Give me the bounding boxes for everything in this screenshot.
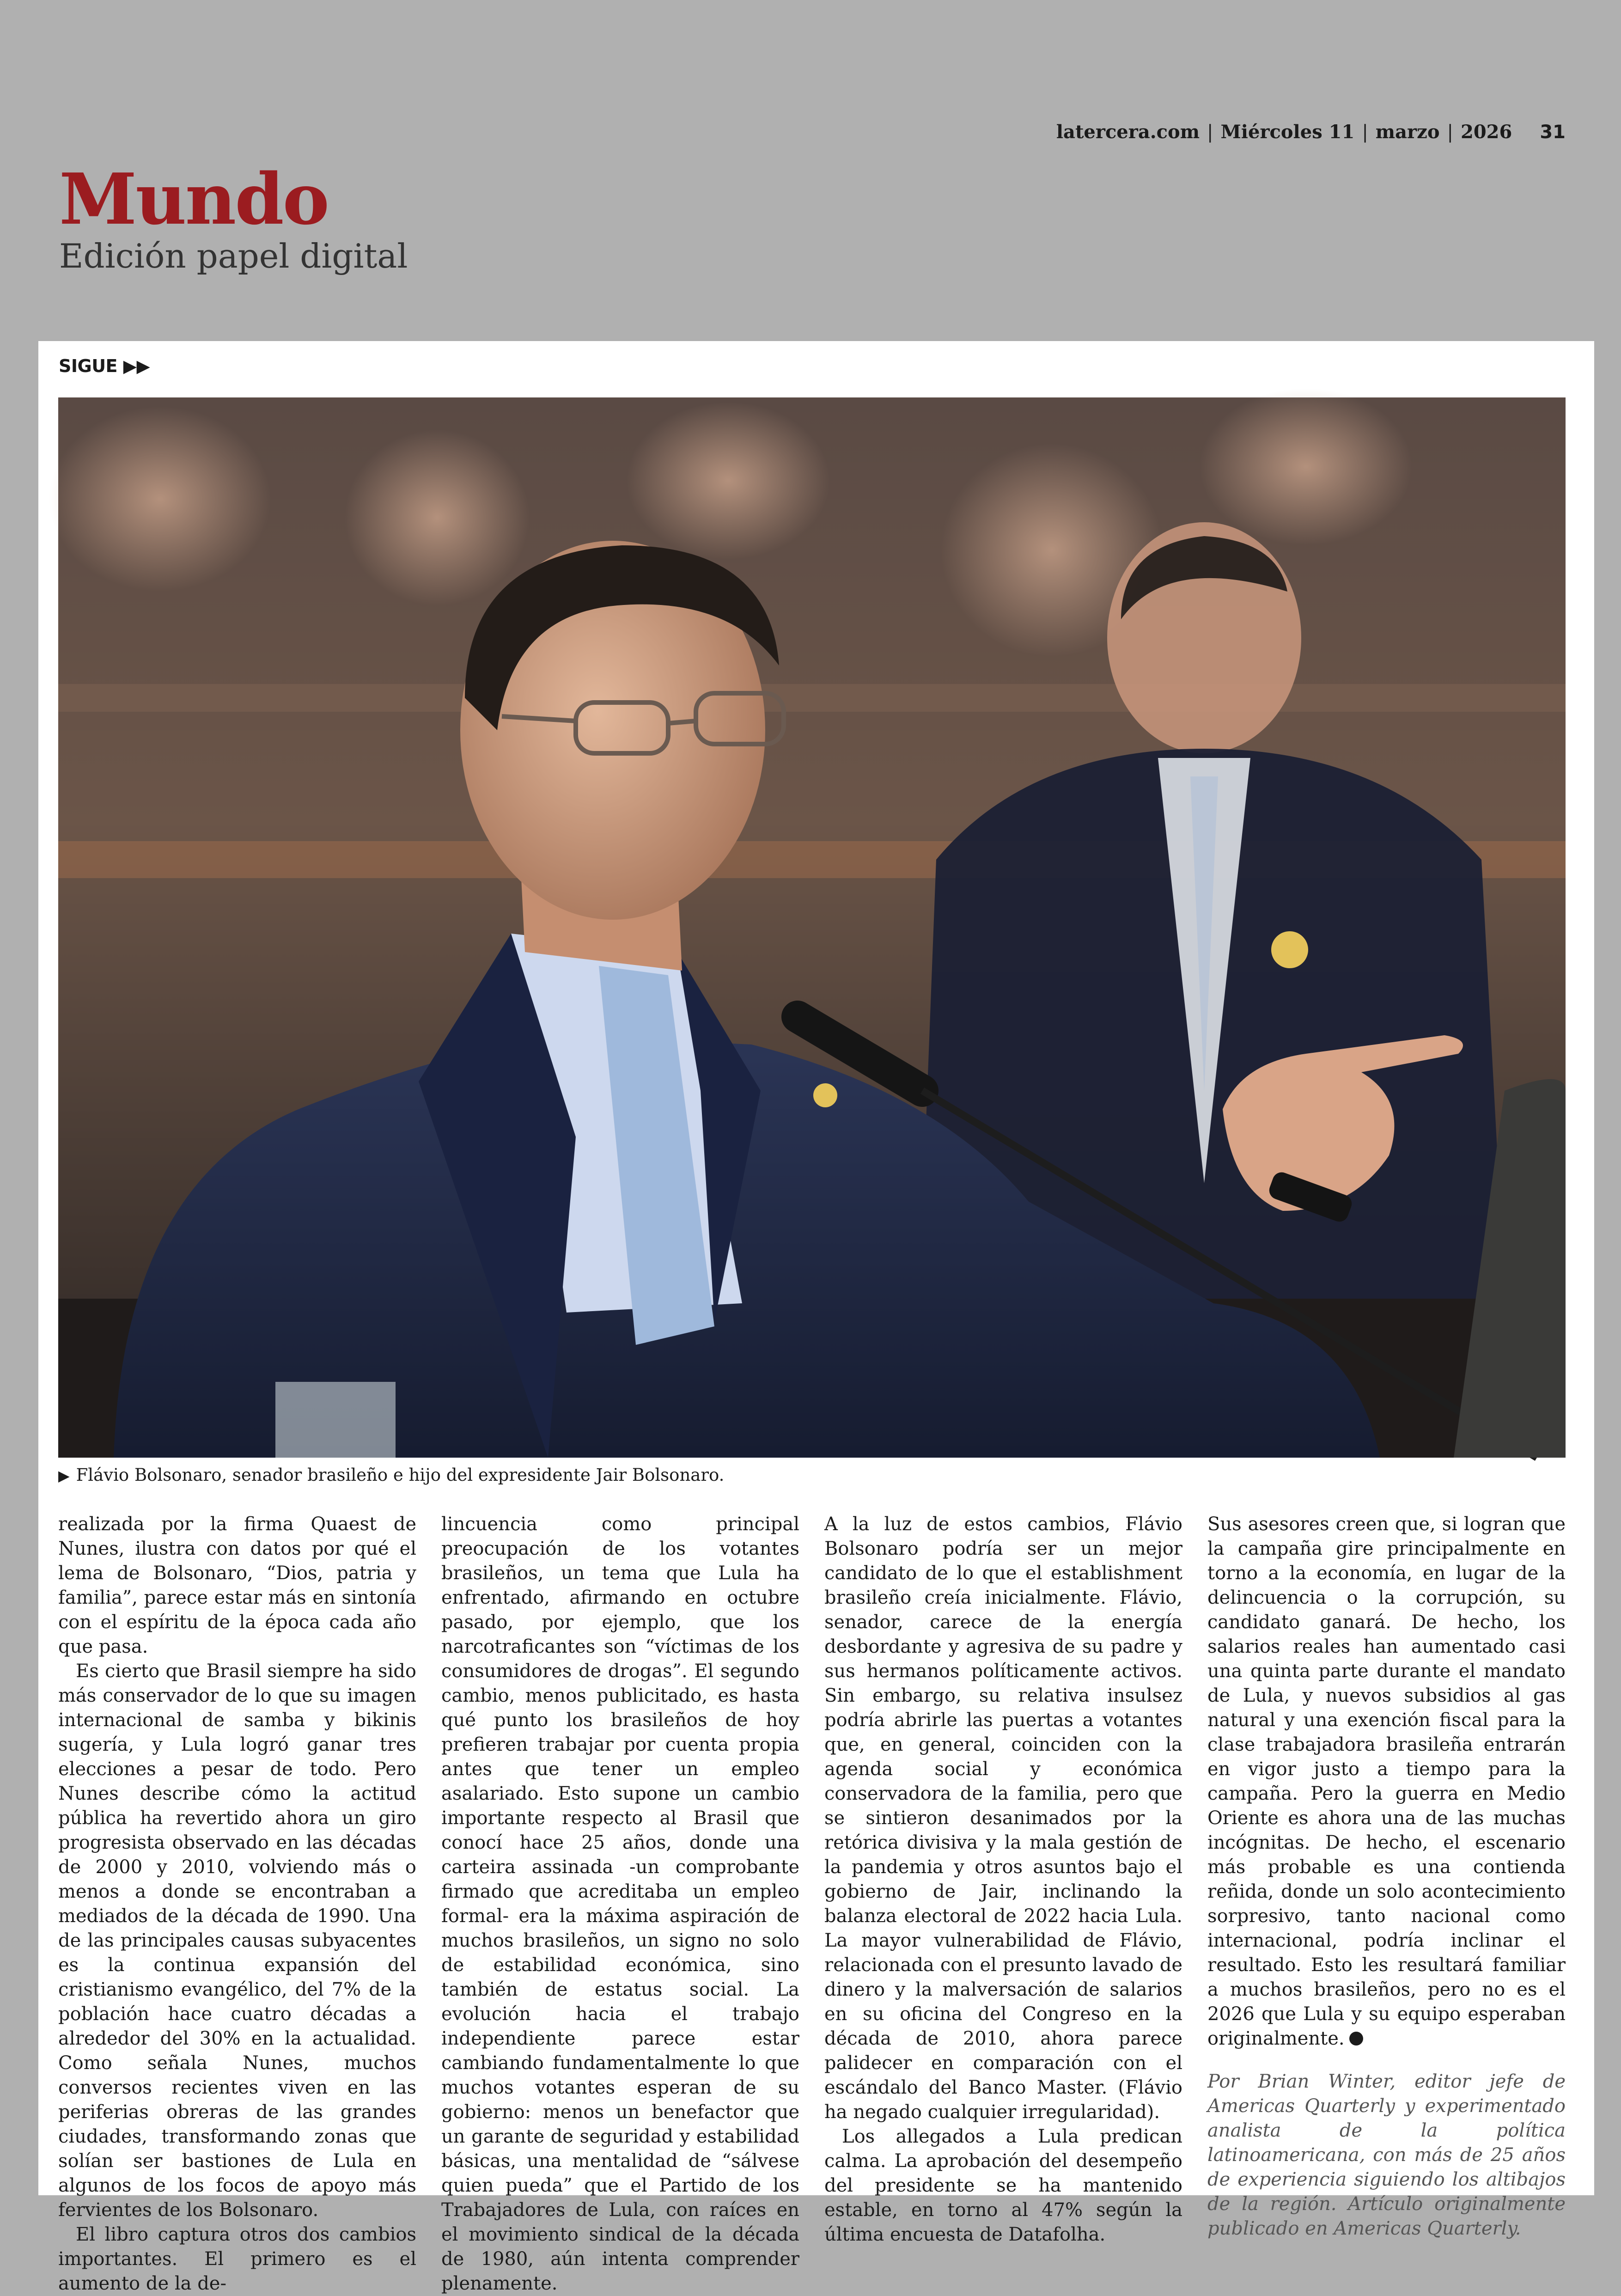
end-of-article-icon xyxy=(1349,2032,1363,2046)
section-subtitle: Edición papel digital xyxy=(59,237,408,275)
paragraph: El libro captura otros dos cambios importantes. El primero es el aumento de la de- xyxy=(58,2224,416,2294)
separator: | xyxy=(1362,122,1368,143)
paragraph: realizada por la firma Quaest de Nunes, ilustra con datos por qué el lema de Bolsonaro, “Dios, patria y familia”, parece estar más en sintonía con el espíritu de la época cada año que pasa. xyxy=(58,1514,416,1657)
article-column-3 xyxy=(824,1512,1182,2245)
caption-marker-icon: ▶ xyxy=(58,1467,70,1484)
article-photo xyxy=(58,397,1566,1458)
page-header-meta xyxy=(1056,121,1566,143)
section-title: Mundo xyxy=(59,158,328,240)
paragraph: A la luz de estos cambios, Flávio Bolsonaro podría ser un mejor candidato de lo que el establishment brasileño creía inicialmente. Flávio, senador, carece de la energía desbordante y agresiva de su padre y sus hermanos políticamente activos. Sin embargo, su relativa insulsez podría abrirle las puertas a votantes que, en general, coinciden con la agenda social y económica conservadora de la familia, pero que se sintieron desanimados por la retórica divisiva y la mala gestión de la pandemia y otros asuntos bajo el gobierno de Jair, inclinando la balanza electoral de 2022 hacia Lula. La mayor vulnerabilidad de Flávio, relacionada con el presunto lavado de dinero y la malversación de salarios en su oficina del Congreso en la década de 2010, ahora parece palidecer en comparación con el escándalo del Banco Master. (Flávio ha negado cualquier irregularidad). xyxy=(824,1514,1182,2123)
article-column-4 xyxy=(1207,1512,1566,2239)
article-column-1 xyxy=(58,1512,416,2294)
issue-day: Miércoles 11 xyxy=(1220,121,1355,143)
paragraph: Es cierto que Brasil siempre ha sido más conservador de lo que su imagen internacional de samba y bikinis sugería, y Lula logró ganar tres elecciones a pesar de todo. Pero Nunes describe cómo la actitud pública ha revertido ahora un giro progresista observado en las décadas de 2000 y 2010, volviendo más o menos a donde se encontraban a mediados de la década de 1990. Una de las principales causas subyacentes es la continua expansión del cristianismo evangélico, del 7% de la población hace cuatro décadas a alrededor del 30% en la actualidad. Como señala Nunes, muchos conversos recientes viven en las periferias obreras de las grandes ciudades, transformando zonas que solían ser bastiones de Lula en algunos de los focos de apoyo más fervientes de los Bolsonaro. xyxy=(58,1661,416,2221)
site-name[interactable]: latercera.com xyxy=(1056,121,1200,143)
separator: | xyxy=(1447,122,1453,143)
page-number: 31 xyxy=(1540,122,1566,143)
article-column-2 xyxy=(441,1512,799,2294)
paragraph-final xyxy=(1207,1512,1566,2051)
separator: | xyxy=(1207,122,1213,143)
photo-caption xyxy=(58,1465,724,1485)
paragraph: Los allegados a Lula predican calma. La aprobación del desempeño del presidente se ha mantenido estable, en torno al 47% según la última encuesta de Datafolha. xyxy=(824,2126,1182,2245)
paragraph: lincuencia como principal preocupación de los votantes brasileños, un tema que Lula ha enfrentado, afirmando en octubre pasado, por ejemplo, que los narcotraficantes son “víctimas de los consumidores de drogas”. El segundo cambio, menos publicitado, es hasta qué punto los brasileños de hoy prefieren trabajar por cuenta propia antes que tener un empleo asalariado. Esto supone un cambio importante respecto al Brasil que conocí hace 25 años, donde una carteira assinada -un comprobante firmado que acreditaba un empleo formal- era la máxima aspiración de muchos brasileños, un signo no solo de estabilidad económica, sino también de estatus social. La evolución hacia el trabajo independiente parece estar cambiando fundamentalmente lo que muchos votantes esperan de su gobierno: menos un benefactor que un garante de seguridad y estabilidad básicas, una mentalidad de “sálvese quien pueda” que el Partido de los Trabajadores de Lula, con raíces en el movimiento sindical de la década de 1980, aún intenta comprender plenamente. xyxy=(441,1514,799,2294)
caption-text: Flávio Bolsonaro, senador brasileño e hijo del expresidente Jair Bolsonaro. xyxy=(76,1465,725,1485)
article-sheet xyxy=(38,341,1594,2294)
continue-label: SIGUE ▶▶ xyxy=(59,356,150,376)
author-byline: Por Brian Winter, editor jefe de Americas Quarterly y experimentado analista de la política latinoamericana, con más de 25 años de experiencia siguiendo los altibajos de la región. Artículo originalmente publicado en Americas Quarterly. xyxy=(1207,2071,1566,2239)
article-body xyxy=(58,1512,1566,2294)
photo-illustration xyxy=(58,397,1566,1458)
issue-year: 2026 xyxy=(1461,121,1512,143)
issue-month: marzo xyxy=(1375,121,1440,143)
paragraph-text: Sus asesores creen que, si logran que la campaña gire principalmente en torno a la economía, en lugar de la delincuencia o la corrupción, su candidato ganará. De hecho, los salarios reales han aumentado casi una quinta parte durante el mandato de Lula, y nuevos subsidios al gas natural y una exención fiscal para la clase trabajadora brasileña entrarán en vigor justo a tiempo para la campaña. Pero la guerra en Medio Oriente es ahora una de las muchas incógnitas. De hecho, el escenario más probable es una contienda reñida, donde un solo acontecimiento sorpresivo, tanto nacional como internacional, podría inclinar el resultado. Esto les resultará familiar a muchos brasileños, pero no es el 2026 que Lula y su equipo esperaban originalmente. xyxy=(1207,1514,1566,2049)
